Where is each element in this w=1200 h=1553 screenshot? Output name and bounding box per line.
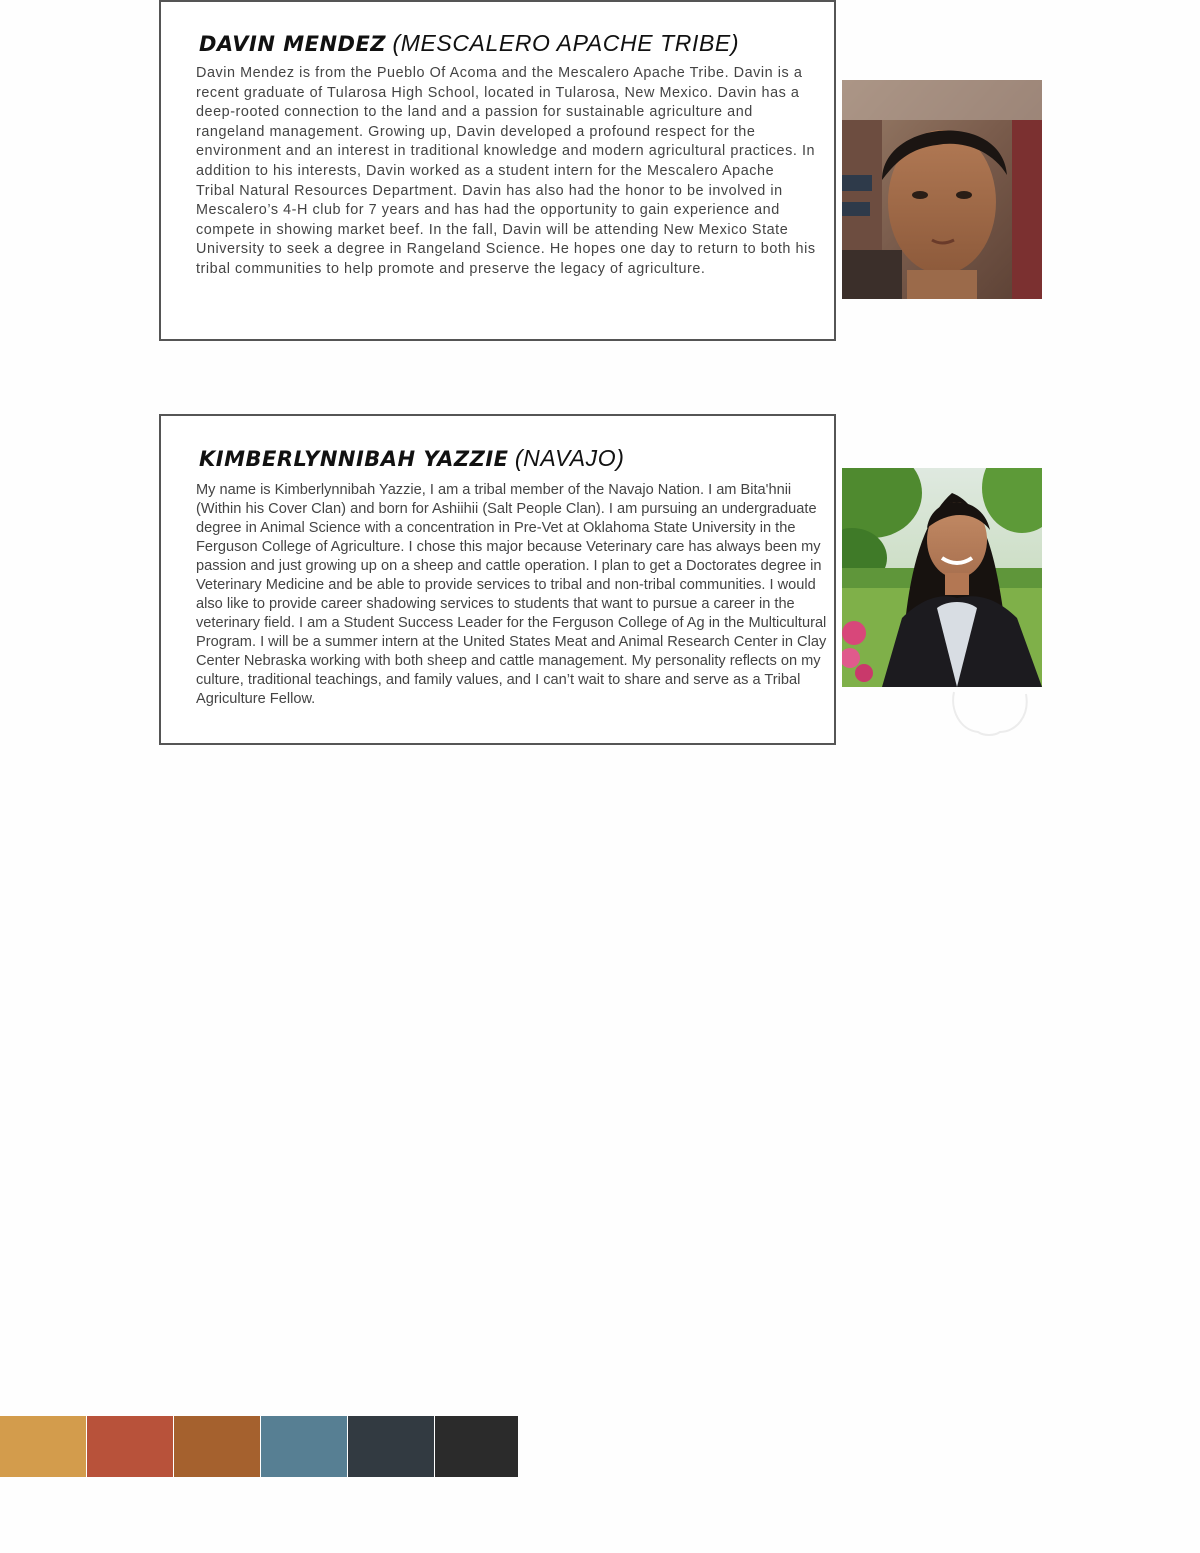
palette-swatch-1: [0, 1416, 86, 1477]
palette-swatch-4: [261, 1416, 347, 1477]
palette-swatch-2: [87, 1416, 173, 1477]
profile-tribe: (MESCALERO APACHE TRIBE): [392, 30, 740, 56]
profile-name: KIMBERLYNNIBAH YAZZIE: [199, 447, 509, 471]
profile-heading: [199, 444, 625, 473]
palette-swatch-3: [174, 1416, 260, 1477]
kimberlynnibah-yazzie-photo: [842, 468, 1042, 687]
palette-swatch-5: [348, 1416, 434, 1477]
profile-card-kimberlynnibah-yazzie: [159, 414, 836, 745]
color-palette: [0, 1416, 518, 1477]
decorative-outline-shape: [950, 690, 1030, 736]
profile-heading: [199, 29, 739, 58]
palette-swatch-6: [435, 1416, 518, 1477]
profile-tribe: (NAVAJO): [514, 445, 625, 471]
profile-card-davin-mendez: [159, 0, 836, 341]
profile-name: DAVIN MENDEZ: [199, 32, 387, 56]
davin-mendez-photo: [842, 80, 1042, 299]
profile-bio: My name is Kimberlynnibah Yazzie, I am a tribal member of the Navajo Nation. I am Bita'hnii (Within his Cover Clan) and born for Ashiihii (Salt People Clan). I am pursuing an undergraduate degree in Animal Science with a concentration in Pre-Vet at Oklahoma State University in the Ferguson College of Agriculture. I chose this major because Veterinary care has always been my passion and just growing up on a sheep and cattle operation. I plan to get a Doctorates degree in Veterinary Medicine and be able to provide services to tribal and non-tribal communities. I would also like to provide career shadowing services to students that want to pursue a career in the veterinary field. I am a Student Success Leader for the Ferguson College of Ag in the Multicultural Program. I will be a summer intern at the United States Meat and Animal Research Center in Clay Center Nebraska working with both sheep and cattle management. My personality reflects on my culture, traditional teachings, and family values, and I can’t wait to share and serve as a Tribal Agriculture Fellow.: [196, 482, 827, 707]
profile-bio: Davin Mendez is from the Pueblo Of Acoma and the Mescalero Apache Tribe. Davin is a recent graduate of Tularosa High School, located in Tularosa, New Mexico. Davin has a deep-rooted connection to the land and a passion for sustainable agriculture and rangeland management. Growing up, Davin developed a profound respect for the environment and an interest in traditional knowledge and modern agricultural practices. In addition to his interests, Davin worked as a student intern for the Mescalero Apache Tribal Natural Resources Department. Davin has also had the honor to be involved in Mescalero’s 4-H club for 7 years and has had the opportunity to gain experience and compete in showing market beef. In the fall, Davin will be attending New Mexico State University to seek a degree in Rangeland Science. He hopes one day to return to both his tribal communities to help promote and preserve the legacy of agriculture.: [196, 65, 816, 277]
